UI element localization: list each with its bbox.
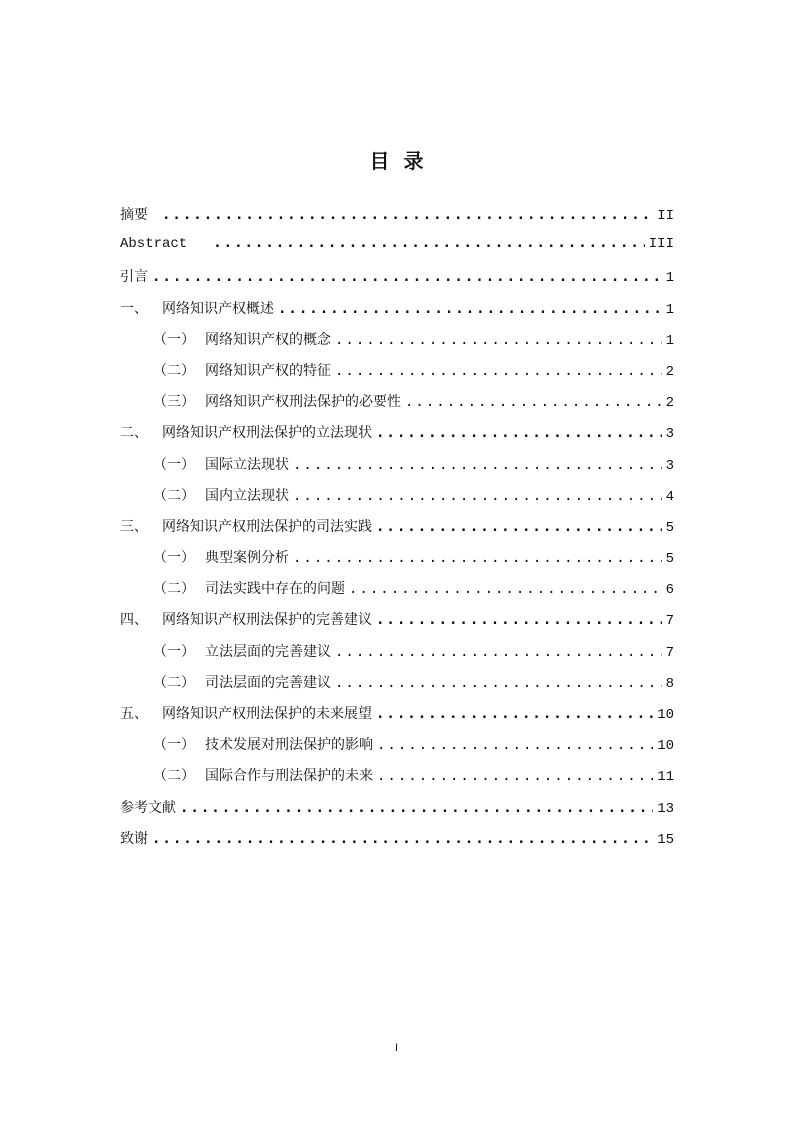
dot-leader <box>376 706 653 722</box>
toc-entry-label <box>153 391 401 411</box>
toc-entry-text: 典型案例分析 <box>205 550 289 567</box>
toc-entry[interactable] <box>120 360 674 391</box>
toc-entry-text: 司法实践中存在的问题 <box>205 581 345 598</box>
toc-entry[interactable] <box>120 703 674 734</box>
toc-entry[interactable] <box>120 578 674 609</box>
dot-leader <box>405 394 662 410</box>
toc-entry[interactable] <box>120 235 674 266</box>
toc-entry-number: （一） <box>153 456 195 473</box>
toc-entry-text: 参考文献 <box>120 799 176 816</box>
toc-entry[interactable] <box>120 391 674 422</box>
toc-entry-number: （一） <box>153 331 195 348</box>
dot-leader <box>335 332 662 348</box>
toc-page-number: III <box>648 236 674 253</box>
toc-entry-number: 二、 <box>120 425 148 442</box>
toc-page-number: 5 <box>665 551 674 568</box>
toc-entry-text: 国际合作与刑法保护的未来 <box>205 768 373 785</box>
dot-leader <box>376 612 662 628</box>
dot-leader <box>376 519 662 535</box>
toc-page-number: 1 <box>665 301 674 318</box>
toc-entry-label <box>120 828 148 848</box>
dot-leader <box>293 550 662 566</box>
toc-entry-number: 一、 <box>120 300 148 317</box>
dot-leader <box>162 207 653 223</box>
toc-entry[interactable] <box>120 266 674 297</box>
toc-entry-label <box>120 422 372 442</box>
toc-entry-text: 立法层面的完善建议 <box>205 643 331 660</box>
toc-entry-text: 网络知识产权刑法保护的立法现状 <box>162 425 372 442</box>
toc-entry-text: 网络知识产权刑法保护的未来展望 <box>162 706 372 722</box>
toc-page-number: 2 <box>665 363 674 380</box>
dot-leader <box>152 269 662 285</box>
toc-entry-label <box>153 672 331 692</box>
dot-leader <box>349 581 662 597</box>
toc-entry-text: 网络知识产权刑法保护的完善建议 <box>162 612 372 629</box>
dot-leader <box>376 425 662 441</box>
toc-page-number: 5 <box>665 519 674 536</box>
toc-entry-label <box>153 578 345 598</box>
dot-leader <box>293 488 662 504</box>
toc-entry-label <box>153 765 373 785</box>
toc-entry[interactable] <box>120 609 674 640</box>
toc-entry[interactable] <box>120 454 674 485</box>
dot-leader <box>377 768 653 784</box>
toc-entry-label <box>153 734 373 754</box>
toc-entry-label <box>153 641 331 661</box>
toc-page-number: 8 <box>665 675 674 692</box>
toc-entry[interactable] <box>120 204 674 235</box>
toc-entry-number: 五、 <box>120 706 148 722</box>
toc-entry[interactable] <box>120 765 674 796</box>
toc-entry-label <box>120 516 372 536</box>
toc-entry-text: 技术发展对刑法保护的影响 <box>205 737 373 754</box>
dot-leader <box>180 800 653 816</box>
dot-leader <box>293 457 662 473</box>
toc-entry-text: 网络知识产权的概念 <box>205 331 331 348</box>
toc-entry-label <box>153 329 331 349</box>
toc-entry-label <box>120 298 274 318</box>
toc-entry[interactable] <box>120 547 674 578</box>
table-of-contents <box>120 204 674 859</box>
toc-entry-number: 四、 <box>120 612 148 629</box>
toc-entry-number: （二） <box>153 768 195 785</box>
page-title: 目录 <box>369 149 438 173</box>
toc-page-number: 3 <box>665 457 674 474</box>
toc-page-number: 7 <box>665 644 674 661</box>
dot-leader <box>377 737 653 753</box>
toc-entry-text: 国际立法现状 <box>205 456 289 473</box>
toc-entry-number: （一） <box>153 550 195 567</box>
toc-entry-number: （二） <box>153 581 195 598</box>
toc-page-number: 11 <box>657 769 674 786</box>
dot-leader <box>335 675 662 691</box>
toc-entry-label <box>153 454 289 474</box>
toc-entry-text: 网络知识产权概述 <box>162 300 274 317</box>
toc-page-number: 15 <box>657 831 674 848</box>
toc-page-number: 1 <box>665 270 674 287</box>
toc-entry-label <box>120 235 187 252</box>
toc-page-number: 2 <box>665 395 674 412</box>
toc-entry[interactable] <box>120 329 674 360</box>
dot-leader <box>278 301 662 317</box>
toc-page-number: 6 <box>665 582 674 599</box>
toc-entry-number: （一） <box>153 737 195 754</box>
toc-entry[interactable] <box>120 797 674 828</box>
toc-entry-number: （三） <box>153 394 195 411</box>
toc-entry[interactable] <box>120 641 674 672</box>
toc-entry-number: 三、 <box>120 518 148 535</box>
toc-entry-number: （一） <box>153 643 195 660</box>
toc-entry-label <box>120 266 148 286</box>
toc-page-number: 3 <box>665 426 674 443</box>
toc-entry[interactable] <box>120 516 674 547</box>
dot-leader <box>335 644 662 660</box>
toc-entry-label <box>120 797 176 817</box>
toc-entry-text: 国内立法现状 <box>205 487 289 504</box>
toc-page-number: 13 <box>657 800 674 817</box>
toc-page-number: 1 <box>665 332 674 349</box>
toc-entry-number: （二） <box>153 487 195 504</box>
toc-page-number: II <box>657 208 674 224</box>
toc-entry-text: 网络知识产权的特征 <box>205 362 331 379</box>
toc-entry-text: 引言 <box>120 269 148 286</box>
toc-page-number: 7 <box>665 613 674 630</box>
toc-entry[interactable] <box>120 672 674 703</box>
toc-entry-number: （二） <box>153 362 195 379</box>
toc-entry-number: （二） <box>153 674 195 691</box>
dot-leader <box>213 235 645 251</box>
toc-entry-text: 司法层面的完善建议 <box>205 674 331 691</box>
toc-entry[interactable] <box>120 734 674 765</box>
toc-page-number: 4 <box>665 488 674 505</box>
toc-page-number: 10 <box>657 738 674 755</box>
toc-entry-text: Abstract <box>120 236 188 253</box>
toc-entry-label <box>153 547 289 567</box>
toc-entry-text: 摘要 <box>120 207 148 223</box>
dot-leader <box>335 363 662 379</box>
toc-entry-text: 网络知识产权刑法保护的必要性 <box>205 394 401 411</box>
toc-entry-label <box>153 485 289 505</box>
toc-entry-label <box>120 703 372 723</box>
toc-entry[interactable] <box>120 298 674 329</box>
toc-entry-label <box>153 360 331 380</box>
toc-page-number: 10 <box>657 707 674 723</box>
toc-entry[interactable] <box>120 422 674 453</box>
toc-entry[interactable] <box>120 828 674 859</box>
toc-entry[interactable] <box>120 485 674 516</box>
page-number: I <box>394 1042 399 1054</box>
toc-entry-label <box>120 609 372 629</box>
dot-leader <box>152 831 653 847</box>
toc-entry-label <box>120 204 148 224</box>
toc-entry-text: 网络知识产权刑法保护的司法实践 <box>162 518 372 535</box>
toc-entry-text: 致谢 <box>120 830 148 847</box>
